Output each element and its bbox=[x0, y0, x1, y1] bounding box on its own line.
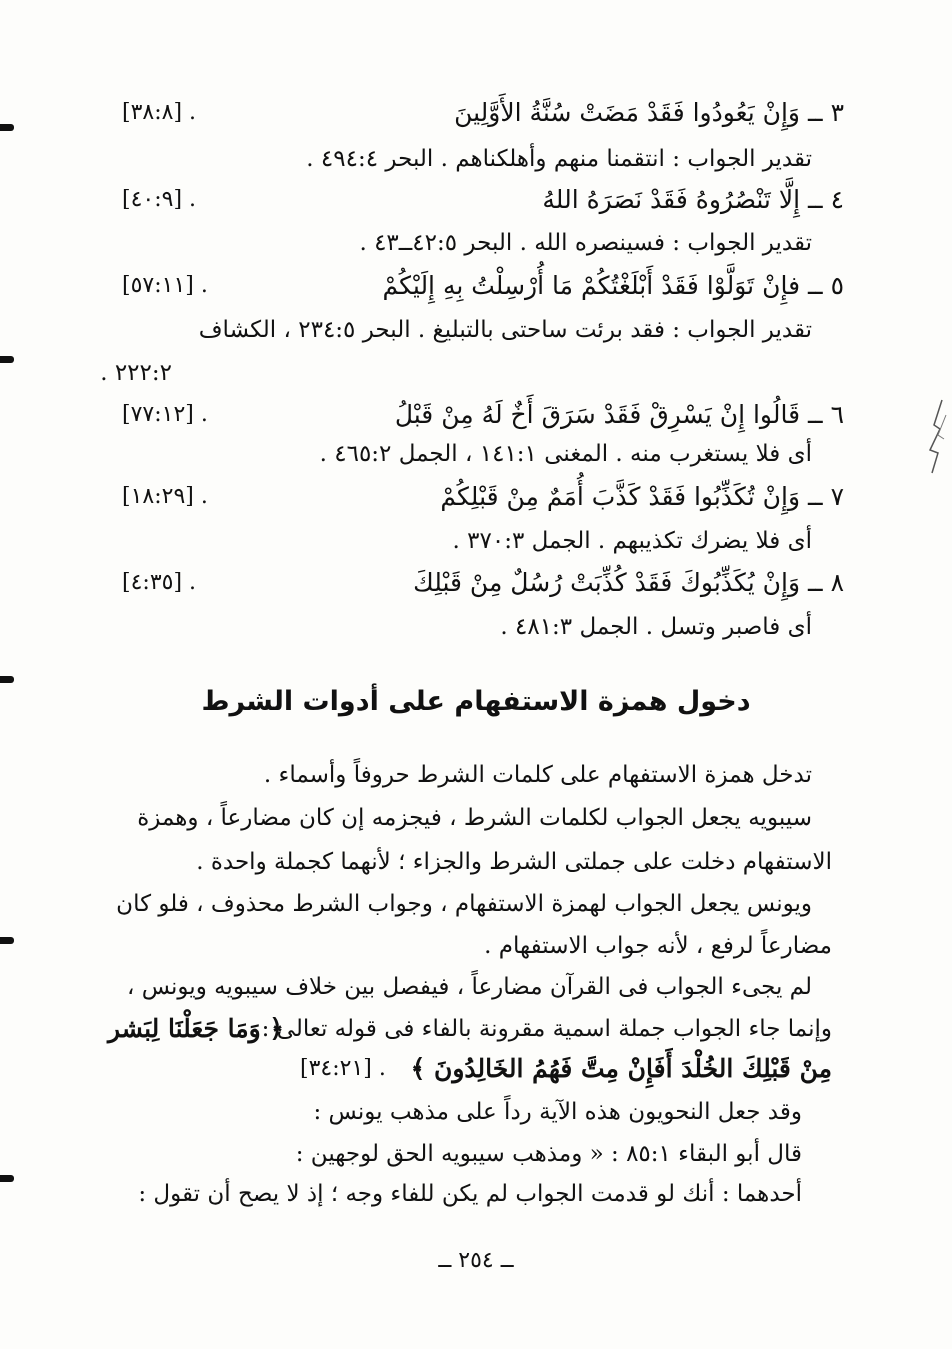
verse-5: ٥ ــ فإِنْ تَوَلَّوْا فَقَدْ أَبْلَغْتُكُمْ مَا أُرْسِلْتُ بِهِ إِلَيْكُمْ bbox=[382, 271, 844, 300]
verse-6: ٦ ــ قَالُوا إِنْ يَسْرِقْ فَقَدْ سَرَقَ أَخٌ لَهُ مِنْ قَبْلُ bbox=[394, 400, 844, 429]
scan-speck bbox=[924, 395, 950, 475]
para2-line-3: أحدهما : أنك لو قدمت الجواب لم يكن للفاء وجه ؛ إذ لا يصح أن تقول : bbox=[138, 1181, 802, 1207]
para-line-4: ويونس يجعل الجواب لهمزة الاستفهام ، وجواب الشرط محذوف ، فلو كان bbox=[116, 891, 812, 917]
verse-4: ٤ ــ إِلَّا تَنْصُرُوهُ فَقَدْ نَصَرَهُ اللهُ bbox=[542, 185, 844, 214]
note-6: أى فلا يستغرب منه . المغنى ١٤١:١ ، الجمل ٤٦٥:٢ . bbox=[319, 441, 812, 467]
para2-line-1: وقد جعل النحويون هذه الآية رداً على مذهب يونس : bbox=[313, 1099, 802, 1125]
verse-3-ref: [٣٨:٨] . bbox=[122, 100, 197, 125]
para-line-6: لم يجىء الجواب فى القرآن مضارعاً ، فيفصل بين خلاف سيبويه ويونس ، bbox=[126, 974, 812, 1000]
para-line-7: وإنما جاء الجواب جملة اسمية مقرونة بالفاء فى قوله تعالى : bbox=[261, 1016, 832, 1042]
para2-line-2: قال أبو البقاء ٨٥:١ : « ومذهب سيبويه الحق لوجهين : bbox=[295, 1141, 802, 1167]
margin-mark bbox=[0, 937, 14, 944]
note-4: تقدير الجواب : فسينصره الله . البحر ٤٢:٥ــ٤٣ . bbox=[359, 230, 812, 256]
quote-ref: [٣٤:٢١] . bbox=[300, 1056, 386, 1081]
verse-8: ٨ ــ وَإِنْ يُكَذِّبُوكَ فَقَدْ كُذِّبَتْ رُسُلٌ مِنْ قَبْلِكَ bbox=[413, 568, 844, 597]
verse-3: ٣ ــ وَإِنْ يَعُودُوا فَقَدْ مَضَتْ سُنَّةُ الأَوَّلِينَ bbox=[454, 98, 844, 127]
verse-6-ref: [٧٧:١٢] . bbox=[122, 402, 208, 427]
para-line-3: الاستفهام دخلت على جملتى الشرط والجزاء ؛ لأنهما كجملة واحدة . bbox=[196, 849, 832, 875]
quote-line-1: ﴿ وَمَا جَعَلْنَا لِبَشر bbox=[108, 1014, 285, 1043]
para-line-5: مضارعاً لرفع ، لأنه جواب الاستفهام . bbox=[484, 933, 832, 959]
verse-7: ٧ ــ وَإِنْ تُكَذِّبُوا فَقَدْ كَذَّبَ أُمَمٌ مِنْ قَبْلِكُمْ bbox=[440, 482, 844, 511]
para-line-2: سيبويه يجعل الجواب لكلمات الشرط ، فيجزمه إن كان مضارعاً ، وهمزة bbox=[137, 805, 812, 831]
margin-mark bbox=[0, 1175, 14, 1182]
page-number: ــ ٢٥٤ ــ bbox=[438, 1248, 514, 1273]
margin-mark bbox=[0, 124, 14, 131]
note-8: أى فاصبر وتسل . الجمل ٤٨١:٣ . bbox=[500, 614, 812, 640]
note-7: أى فلا يضرك تكذيبهم . الجمل ٣٧٠:٣ . bbox=[452, 528, 812, 554]
margin-mark bbox=[0, 356, 14, 363]
para-line-1: تدخل همزة الاستفهام على كلمات الشرط حروفاً وأسماء . bbox=[263, 762, 812, 788]
section-heading: دخول همزة الاستفهام على أدوات الشرط bbox=[201, 686, 751, 717]
verse-7-ref: [١٨:٢٩] . bbox=[122, 484, 208, 509]
verse-4-ref: [٤٠:٩] . bbox=[122, 187, 197, 212]
note-3: تقدير الجواب : انتقمنا منهم وأهلكناهم . البحر ٤٩٤:٤ . bbox=[306, 146, 812, 172]
note-5-continuation: ٢٢٢:٢ . bbox=[100, 360, 172, 386]
verse-8-ref: [٤:٣٥] . bbox=[122, 570, 197, 595]
note-5: تقدير الجواب : فقد برئت ساحتى بالتبليغ . البحر ٢٣٤:٥ ، الكشاف bbox=[198, 317, 812, 343]
quote-line-2: مِنْ قَبْلِكَ الخُلْدَ أَفَإِنْ مِتَّ فَهُمُ الخَالِدُونَ ﴾ bbox=[410, 1054, 832, 1083]
verse-5-ref: [٥٧:١١] . bbox=[122, 273, 208, 298]
